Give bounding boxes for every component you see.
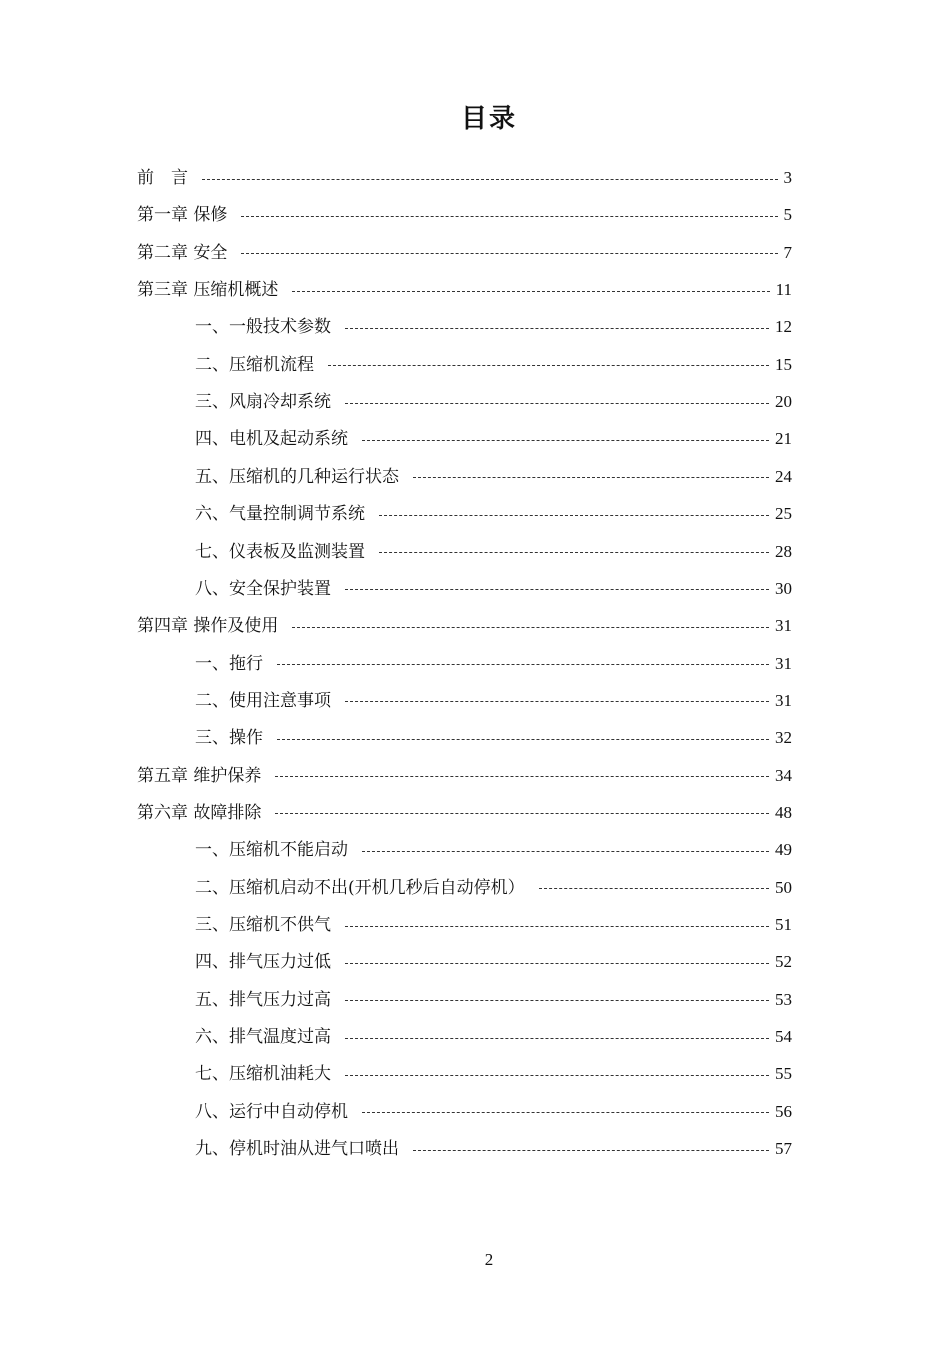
toc-dot-leader: [345, 926, 769, 927]
toc-section-entry: [195, 350, 792, 380]
toc-entry-page: 53: [775, 989, 792, 1009]
toc-section-entry: [195, 537, 792, 567]
toc-entry-label: 三、操作: [195, 728, 263, 749]
toc-entry-label: 三、风扇冷却系统: [195, 392, 331, 413]
toc-section-entry: [195, 910, 792, 940]
toc-section-entry: [195, 947, 792, 977]
toc-entry-label: 七、仪表板及监测装置: [195, 541, 365, 562]
toc-entry-page: 51: [775, 915, 792, 934]
toc-entry-label: 第一章 保修: [137, 205, 228, 226]
toc-section-entry: [195, 649, 792, 679]
toc-section-entry: [195, 873, 792, 903]
toc-entry-page: 11: [775, 280, 792, 300]
toc-entry-page: 48: [775, 802, 792, 822]
toc-entry-page: 31: [775, 690, 792, 710]
toc-dot-leader: [241, 253, 777, 254]
toc-entry-page: 7: [783, 242, 792, 262]
toc-entry-label: 八、运行中自动停机: [195, 1101, 348, 1122]
toc-entry-page: 31: [775, 653, 792, 673]
toc-entry-label: 五、排气压力过高: [195, 989, 331, 1010]
toc-entry-page: 3: [783, 168, 792, 187]
toc-section-entry: [195, 424, 792, 454]
toc-section-entry: [195, 686, 792, 716]
toc-entry-label: 二、压缩机流程: [195, 354, 314, 375]
toc-dot-leader: [413, 477, 769, 478]
toc-dot-leader: [275, 813, 769, 814]
toc-chapter-entry: [137, 275, 792, 305]
toc-entry-page: 54: [775, 1027, 792, 1047]
toc-entry-page: 5: [783, 205, 792, 225]
toc-section-entry: [195, 723, 792, 753]
toc-entry-label: 二、使用注意事项: [195, 690, 331, 711]
toc-dot-leader: [345, 328, 769, 329]
toc-entry-label: 第六章 故障排除: [137, 802, 262, 823]
toc-entry-label: 一、压缩机不能启动: [195, 840, 348, 861]
toc-entry-label: 一、拖行: [195, 653, 263, 674]
toc-dot-leader: [292, 291, 769, 292]
toc-dot-leader: [362, 851, 769, 852]
toc-chapter-entry: [137, 163, 792, 193]
toc-dot-leader: [379, 515, 769, 516]
toc-dot-leader: [328, 365, 769, 366]
toc-entry-page: 21: [775, 429, 792, 449]
toc-entry-label: 六、排气温度过高: [195, 1027, 331, 1048]
toc-section-entry: [195, 462, 792, 492]
toc-entry-label: 第三章 压缩机概述: [137, 280, 279, 301]
toc-dot-leader: [202, 179, 778, 180]
toc-entry-page: 31: [775, 616, 792, 636]
toc-chapter-entry: [137, 238, 792, 268]
toc-dot-leader: [241, 216, 777, 217]
toc-dot-leader: [292, 627, 769, 628]
toc-chapter-entry: [137, 761, 792, 791]
toc-entry-label: 六、气量控制调节系统: [195, 504, 365, 525]
toc-dot-leader: [345, 403, 769, 404]
toc-entry-page: 55: [775, 1064, 792, 1084]
toc-entry-page: 56: [775, 1101, 792, 1121]
toc-dot-leader: [345, 963, 769, 964]
toc-dot-leader: [379, 552, 769, 553]
toc-entry-label: 第二章 安全: [137, 242, 228, 263]
toc-dot-leader: [345, 589, 769, 590]
toc-section-entry: [195, 1022, 792, 1052]
toc-entry-page: 34: [775, 765, 792, 785]
page-number: 2: [484, 1250, 494, 1269]
toc-entry-label: 二、压缩机启动不出(开机几秒后自动停机）: [195, 877, 525, 898]
toc-entry-page: 32: [775, 728, 792, 748]
toc-entry-page: 30: [775, 578, 792, 598]
toc-dot-leader: [345, 1075, 769, 1076]
toc-section-entry: [195, 574, 792, 604]
toc-section-entry: [195, 835, 792, 865]
toc-dot-leader: [275, 776, 769, 777]
toc-section-entry: [195, 1134, 792, 1164]
toc-chapter-entry: [137, 798, 792, 828]
toc-section-entry: [195, 387, 792, 417]
toc-entry-label: 八、安全保护装置: [195, 578, 331, 599]
toc-entry-page: 25: [775, 504, 792, 524]
toc-entry-label: 四、电机及起动系统: [195, 429, 348, 450]
toc-entry-label: 五、压缩机的几种运行状态: [195, 466, 399, 487]
toc-entry-page: 50: [775, 877, 792, 897]
toc-dot-leader: [362, 1112, 769, 1113]
toc-entry-page: 28: [775, 541, 792, 561]
toc-entry-label: 三、压缩机不供气: [195, 915, 331, 935]
toc-entry-label: 第四章 操作及使用: [137, 616, 279, 637]
toc-section-entry: [195, 312, 792, 342]
toc-entry-page: 20: [775, 392, 792, 412]
toc-chapter-entry: [137, 200, 792, 230]
toc-entry-label: 四、排气压力过低: [195, 952, 331, 973]
page-title: 目录: [460, 104, 517, 134]
toc-dot-leader: [539, 888, 769, 889]
toc-dot-leader: [413, 1150, 769, 1151]
toc-section-entry: [195, 499, 792, 529]
toc-entry-label: 第五章 维护保养: [137, 765, 262, 786]
toc-section-entry: [195, 1059, 792, 1089]
toc-entry-page: 24: [775, 466, 792, 486]
toc-entry-label: 九、停机时油从进气口喷出: [195, 1139, 399, 1160]
toc-entry-label: 七、压缩机油耗大: [195, 1064, 331, 1085]
toc-dot-leader: [362, 440, 769, 441]
toc-dot-leader: [345, 1000, 769, 1001]
toc-chapter-entry: [137, 611, 792, 641]
toc-dot-leader: [277, 739, 769, 740]
toc-entry-label: 一、一般技术参数: [195, 317, 331, 338]
toc-section-entry: [195, 1097, 792, 1127]
toc-dot-leader: [277, 664, 769, 665]
toc-entry-page: 15: [775, 354, 792, 374]
toc-entry-page: 52: [775, 952, 792, 972]
toc-entry-page: 49: [775, 840, 792, 860]
toc-entry-page: 12: [775, 317, 792, 337]
toc-dot-leader: [345, 1038, 769, 1039]
toc-section-entry: [195, 985, 792, 1015]
toc-dot-leader: [345, 701, 769, 702]
toc-entry-label: 前 言: [137, 168, 188, 188]
toc-entry-page: 57: [775, 1139, 792, 1159]
